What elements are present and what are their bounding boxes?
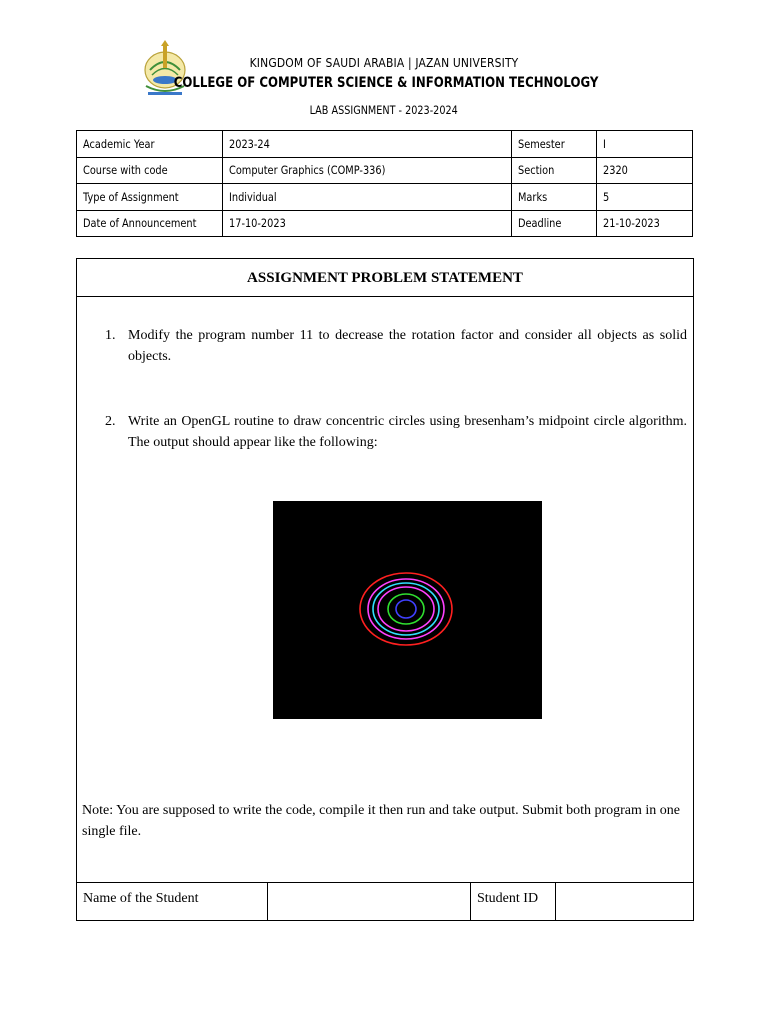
table-cell: Semester — [512, 131, 596, 158]
header-college: COLLEGE OF COMPUTER SCIENCE & INFORMATION TECHNOLOGY — [173, 75, 599, 91]
circle-2 — [368, 579, 444, 639]
table-row — [77, 131, 693, 158]
table-cell: Date of Announcement — [77, 210, 223, 237]
table-cell: Type of Assignment — [77, 184, 223, 211]
student-info-row — [77, 882, 693, 920]
student-name-label: Name of the Student — [83, 891, 199, 906]
problem-statement-box — [76, 258, 694, 921]
circle-6 — [396, 600, 416, 618]
table-cell: I — [596, 131, 692, 158]
table-cell: Computer Graphics (COMP-336) — [223, 157, 512, 184]
submission-note: Note: You are supposed to write the code, compile it then run and take output. Submit both program in one single file. — [82, 803, 681, 839]
table-cell: Academic Year — [77, 131, 223, 158]
student-id-label: Student ID — [470, 883, 555, 921]
table-cell: 17-10-2023 — [223, 210, 512, 237]
list-item — [105, 411, 687, 453]
header-lab-assignment: LAB ASSIGNMENT - 2023-2024 — [309, 103, 458, 117]
header-kingdom-university: KINGDOM OF SAUDI ARABIA | JAZAN UNIVERSITY — [249, 55, 519, 70]
table-cell: Individual — [223, 184, 512, 211]
circle-5 — [388, 594, 424, 624]
list-item-text: Write an OpenGL routine to draw concentric circles using bresenham’s midpoint circle algorithm. The output should appear like the following: — [128, 414, 687, 450]
table-cell: 2320 — [596, 157, 692, 184]
list-item-text: Modify the program number 11 to decrease the rotation factor and consider all objects as solid objects. — [128, 328, 687, 364]
table-cell: 21-10-2023 — [596, 210, 692, 237]
list-item — [105, 325, 687, 367]
concentric-circles-svg — [273, 501, 542, 719]
table-cell: Deadline — [512, 210, 596, 237]
table-cell: Course with code — [77, 157, 223, 184]
list-item-number: 1. — [105, 328, 116, 343]
concentric-circles-output-image — [273, 501, 542, 719]
table-cell: Marks — [512, 184, 596, 211]
table-cell: 2023-24 — [223, 131, 512, 158]
problem-statement-title: ASSIGNMENT PROBLEM STATEMENT — [77, 259, 693, 297]
assignment-info-table — [76, 130, 693, 237]
circle-3 — [373, 583, 439, 635]
student-name-field[interactable] — [267, 883, 470, 921]
student-id-field[interactable] — [555, 883, 693, 921]
table-row — [77, 157, 693, 184]
table-cell: 5 — [596, 184, 692, 211]
list-item-number: 2. — [105, 414, 116, 429]
table-cell: Section — [512, 157, 596, 184]
table-row — [77, 210, 693, 237]
table-row — [77, 184, 693, 211]
